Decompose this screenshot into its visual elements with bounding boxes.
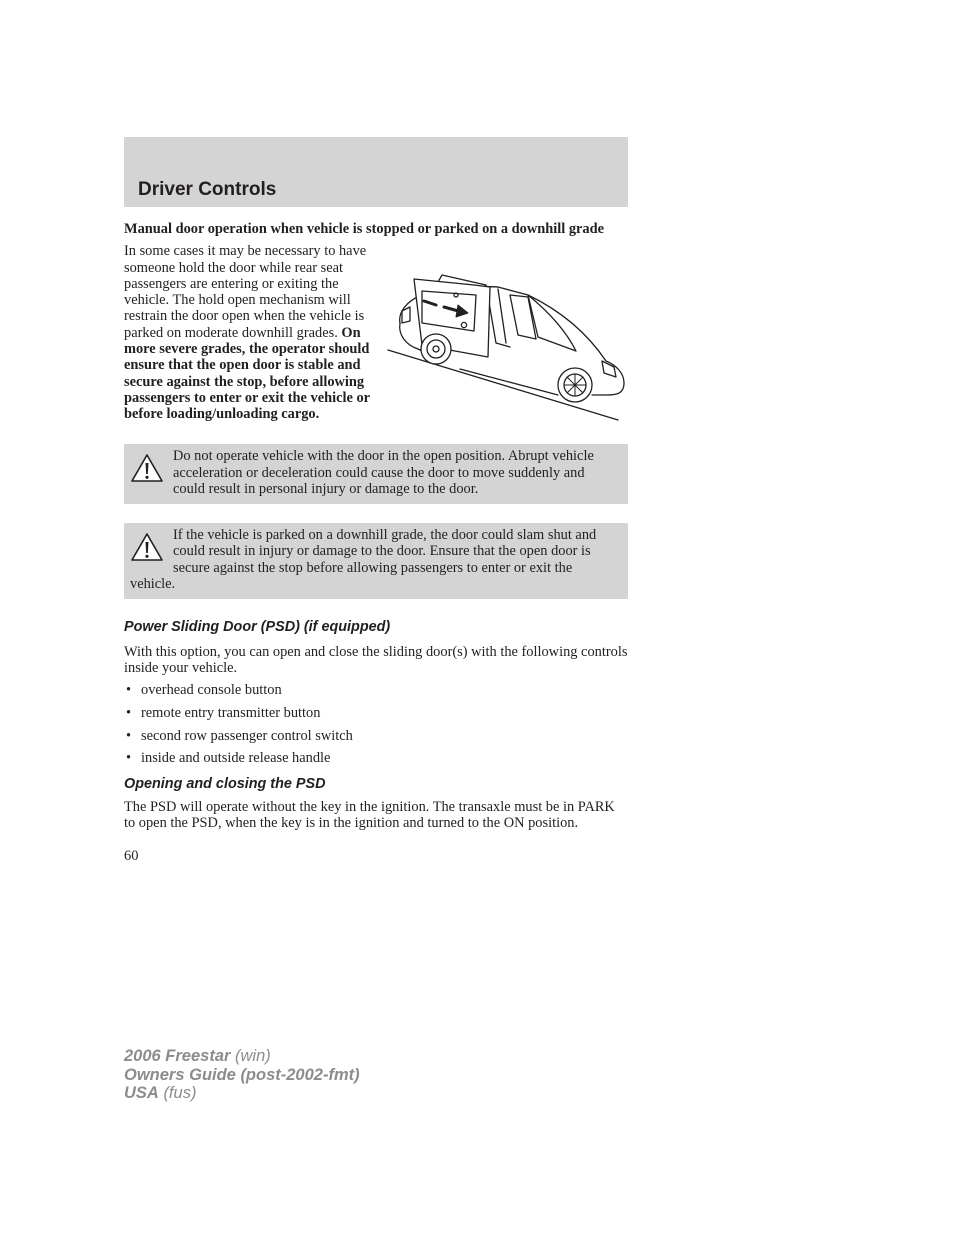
opening-body: The PSD will operate without the key in the ignition. The transaxle must be in PARK to open the PSD, when the key is in the ignition and turned to the ON position. [124,798,615,832]
bullet-dot: • [126,682,132,699]
footer-model: 2006 Freestar [124,1047,231,1065]
list-item-text: remote entry transmitter button [141,704,321,721]
footer-guide: Owners Guide (post-2002-fmt) [124,1065,360,1084]
list-item [124,705,628,721]
list-item [124,682,628,698]
document-footer [124,1047,360,1103]
bullet-dot: • [126,750,132,767]
list-item-text: second row passenger control switch [141,727,353,744]
list-item [124,750,628,766]
manual-door-body-normal: In some cases it may be necessary to have someone hold the door while rear seat passengers are entering or exiting the vehicle. The hold open mechanism will restrain the door open when the vehicle is parked on moderate downhill grades. [124,243,367,341]
section-header-band [124,137,628,207]
warning-triangle-icon [130,532,164,562]
footer-line-2 [124,1066,360,1085]
bullet-dot: • [126,727,132,744]
section-title: Driver Controls [138,179,277,200]
warning-box-2 [124,523,628,599]
opening-heading: Opening and closing the PSD [124,775,326,792]
psd-heading: Power Sliding Door (PSD) (if equipped) [124,619,391,636]
footer-market: USA [124,1084,159,1102]
bullet-dot: • [126,704,132,721]
minivan-sliding-door-icon [378,245,640,425]
psd-controls-list [124,682,628,766]
page-content [124,221,628,864]
list-item-text: overhead console button [141,682,282,699]
footer-model-code: (win) [235,1047,271,1065]
list-item-text: inside and outside release handle [141,750,331,767]
footer-line-1 [124,1047,360,1066]
manual-door-heading: Manual door operation when vehicle is stopped or parked on a downhill grade [124,221,605,237]
warning-box-1 [124,444,628,504]
psd-intro: With this option, you can open and close the sliding door(s) with the following controls inside your vehicle. [124,643,628,676]
manual-door-body-bold: On more severe grades, the operator should ensure that the open door is stable and secure against the stop, before allowing passengers to enter or exit the vehicle or before loading/unloading cargo. [124,324,370,423]
warning-text-1: Do not operate vehicle with the door in the open position. Abrupt vehicle acceleration or deceleration could cause the door to move suddenly and could result in personal injury or damage to the door. [173,448,594,497]
footer-market-code: (fus) [163,1084,197,1102]
warning-triangle-icon [130,453,164,483]
list-item [124,728,628,744]
footer-line-3 [124,1084,360,1103]
page-number: 60 [124,847,139,864]
warning-text-2: If the vehicle is parked on a downhill grade, the door could slam shut and could result in injury or damage to the door. Ensure that the open door is secure against the stop before allowing passengers to enter or exit the vehicle. [130,527,597,593]
